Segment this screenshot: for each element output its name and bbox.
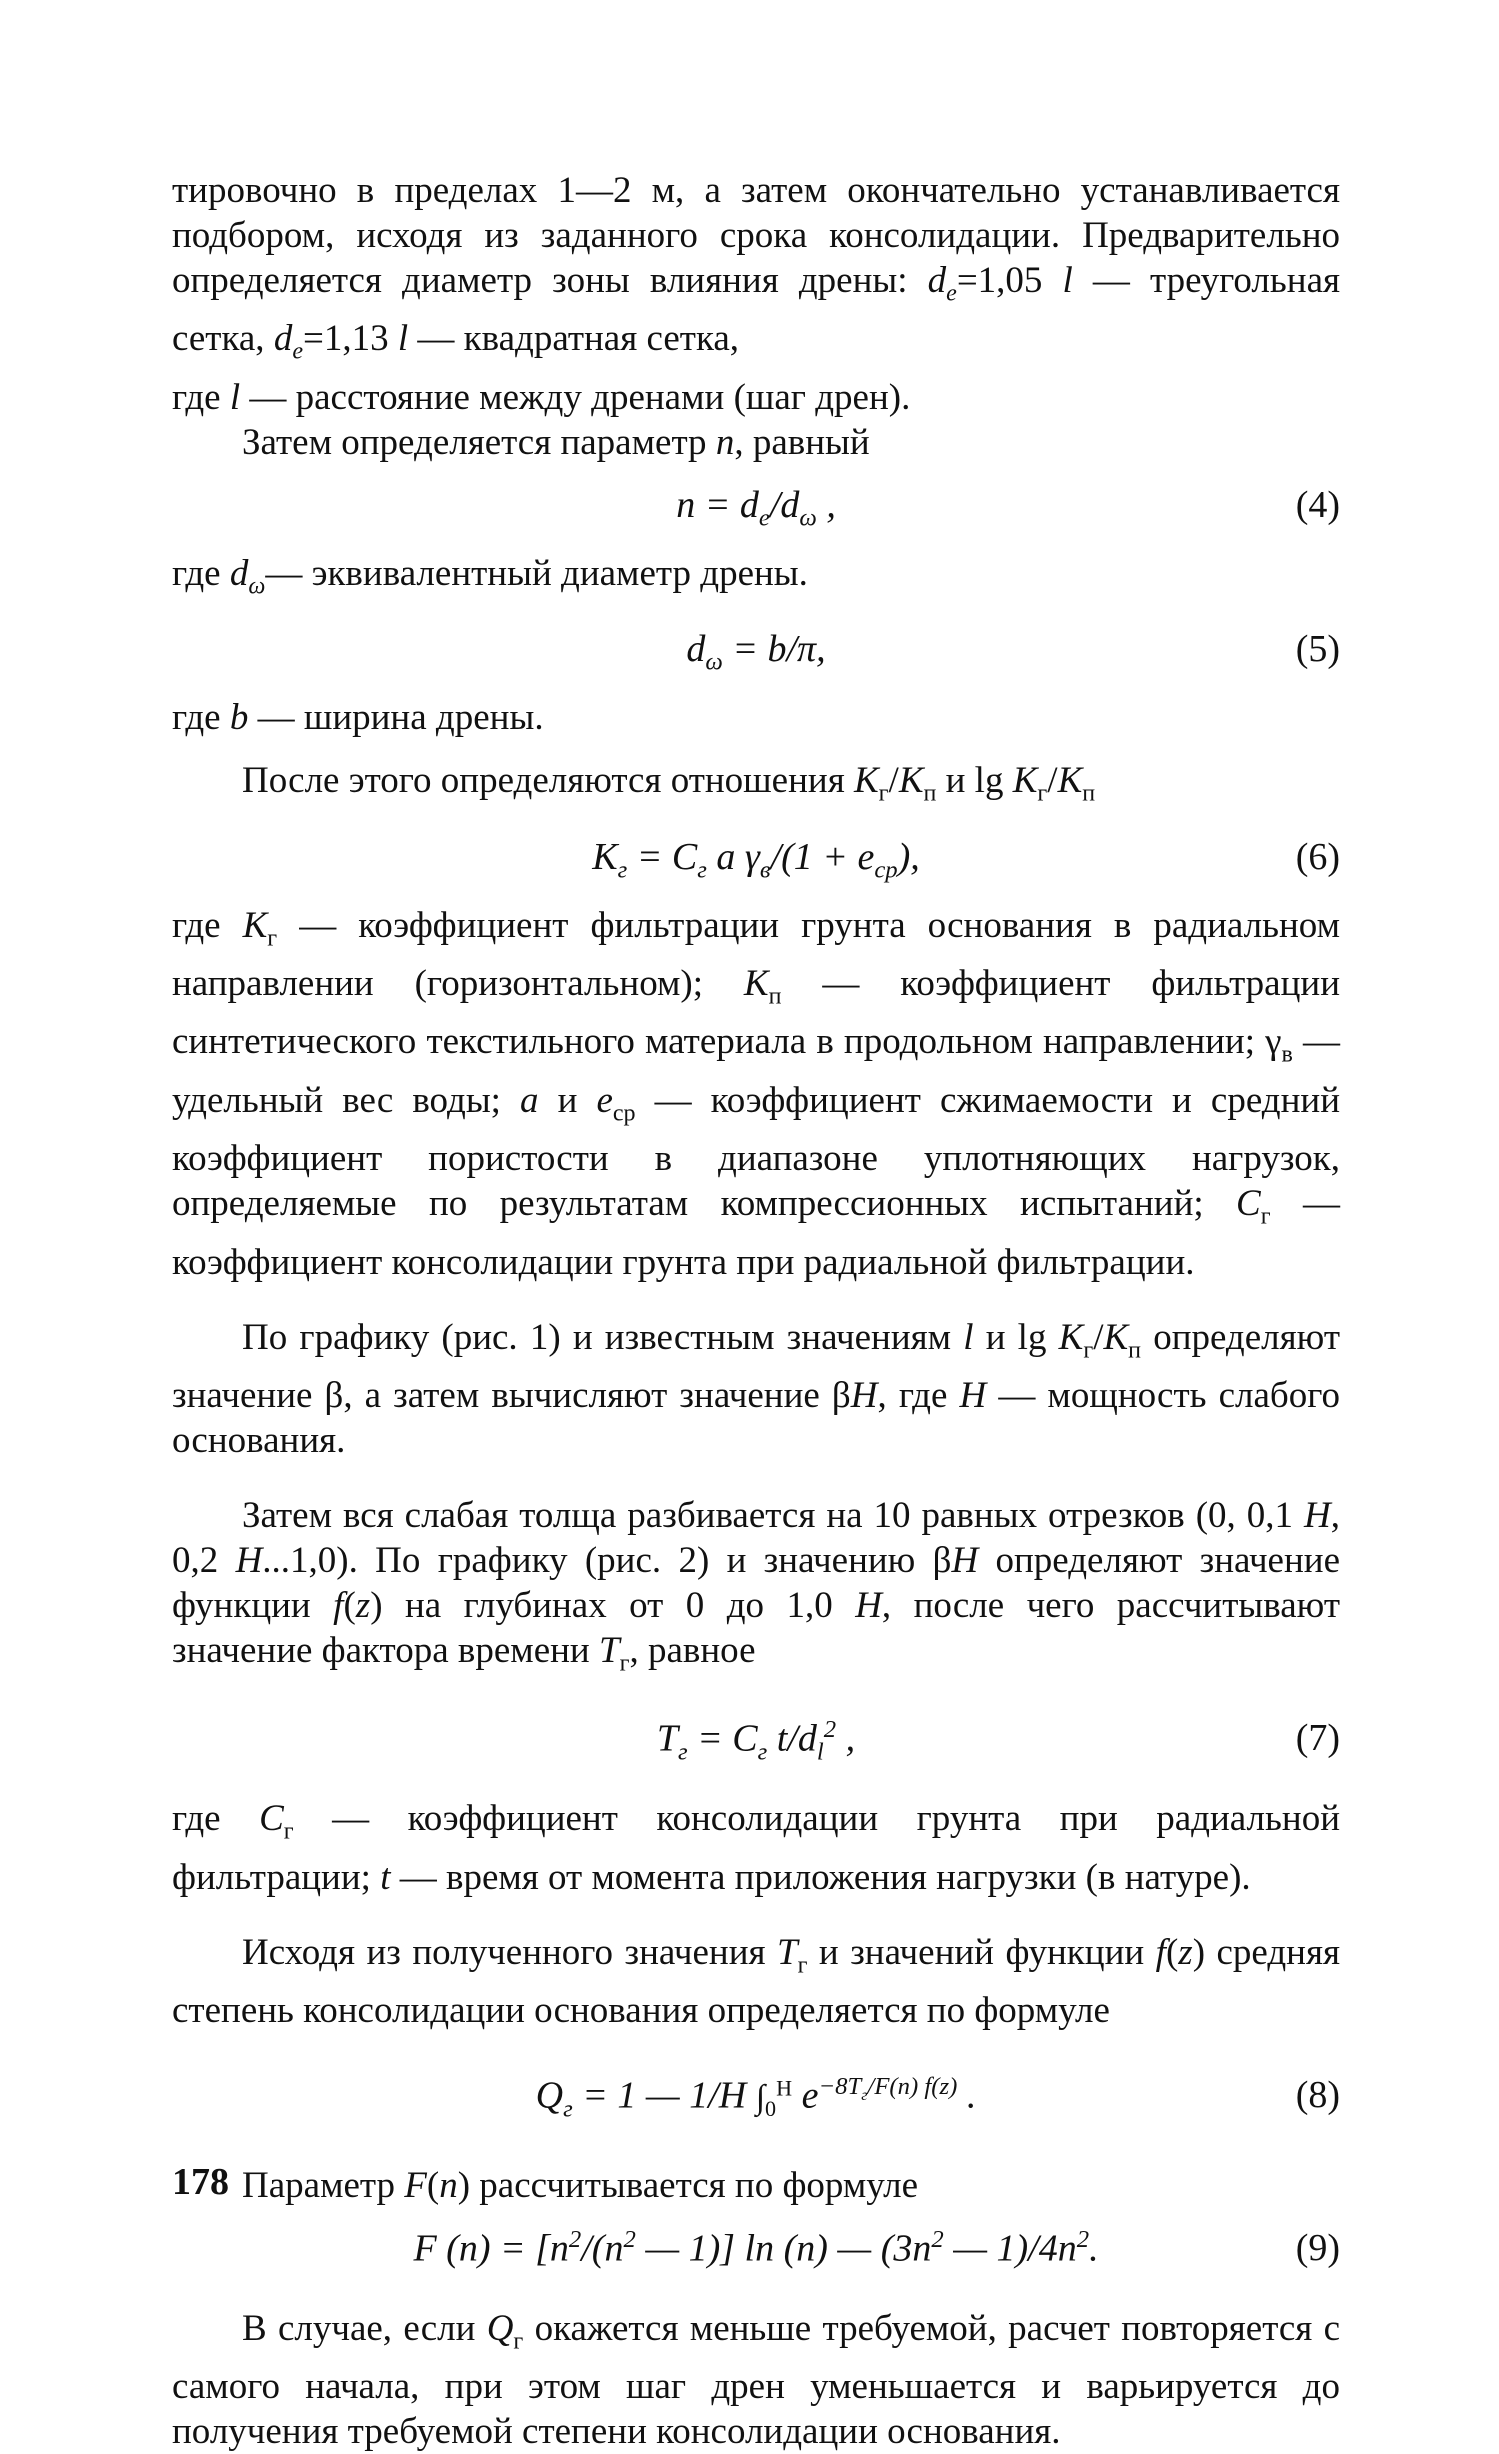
intro-text: тировочно в пределах 1—2 м, а затем окончательно устанавливается подбором, исходя из заданного срока консолидации. Предварительно определяется диаметр зоны влияния дрены: $d_e=1,05$ l — треугольная сетка, $d_e=1,13$ l — квадратная сетка, [172,170,1341,365]
then-layer-paragraph: Затем вся слабая толща разбивается на 10 равных отрезков (0, 0,1 H, 0,2 H...1,0). По графику (рис. 2) и значению βH определяют значение функции f(z) на глубинах от 0 до 1,0 H, после чего рассчитывают значение фактора времени $T_г$, равное [172,1494,1341,1677]
where-b: где b — ширина дрены. [172,697,544,739]
equation-8-number: (8) [1295,2074,1340,2117]
param-f: Параметр F(n) рассчитывается по формуле [242,2165,919,2207]
equation-7 [172,1716,1340,1766]
from-value-paragraph: Исходя из полученного значения $T_г$ и значений функции f(z) средняя степень консолидации основания определяется по формуле [172,1931,1340,2032]
page-number: 178 [172,2161,229,2203]
equation-4 [172,483,1340,533]
then-n: Затем определяется параметр n, равный [242,421,870,463]
equation-7-number: (7) [1295,1717,1340,1760]
where-kg: где $K_г$ — коэффициент фильтрации грунта основания в радиальном направлении (горизонтальном); $K_п$ — коэффициент фильтрации синтетического текстильного материала в продольном направлении; $\gamma_в$ — удельный вес воды; a и $e_{ср}$ — коэффициент сжимаемости и средний коэффициент пористости в диапазоне уплотняющих нагрузок, определяемые по результатам компрессионных испытаний; $C_г$ — коэффициент консолидации грунта при радиальной фильтрации. [172,904,1341,1283]
equation-5-formula: $d_\omega = b/\pi$, [686,628,826,676]
equation-5 [172,627,1340,677]
equation-6 [172,835,1340,885]
intro-paragraph [172,168,1340,375]
page-body [172,168,1340,2454]
equation-6-number: (6) [1295,835,1340,878]
where-dw: где $d_\omega—$ эквивалентный диаметр дрены. [172,552,808,600]
equation-9-formula: F $(n) = [n^2/(n^2$ — 1)] ln (n) — ($3n^2$ — $1)/4n^2$. [413,2226,1099,2270]
where-l: где l — расстояние между дренами (шаг дрен). [172,376,911,418]
equation-6-formula: $K_г = C_г$ a $\gamma_в/(1 + e_{ср})$, [592,835,920,884]
final-paragraph: В случае, если $Q_г$ окажется меньше требуемой, расчет повторяется с самого начала, при этом шаг дрен уменьшается и варьируется до получения требуемой степени консолидации основания. [172,2308,1340,2453]
equation-7-formula: $T_г = C_г$ $t/d_l^2$ , [656,1716,856,1766]
equation-4-formula: $n = d_e/d_\omega$ , [676,483,836,532]
graph1-paragraph: По графику (рис. 1) и известным значениям l и $\lg K_г/K_п$ определяют значение β, а затем вычисляют значение βH, где H — мощность слабого основания. [172,1316,1340,1461]
equation-8-formula: $Q_г = 1$ — 1/H $\int_0^H$ $e^{-8T_г/F(n) f(z)}$ . [535,2073,977,2123]
after-this: После этого определяются отношения $K_г/K_п$ и $\lg K_г/K_п$ [242,760,1096,807]
equation-8 [172,2063,1340,2133]
where-cg: где $C_г$ — коэффициент консолидации грунта при радиальной фильтрации; t — время от момента приложения нагрузки (в натуре). [172,1798,1340,1898]
equation-9-number: (9) [1295,2227,1340,2270]
equation-4-number: (4) [1295,483,1340,526]
equation-5-number: (5) [1295,628,1340,671]
equation-9 [172,2226,1340,2276]
